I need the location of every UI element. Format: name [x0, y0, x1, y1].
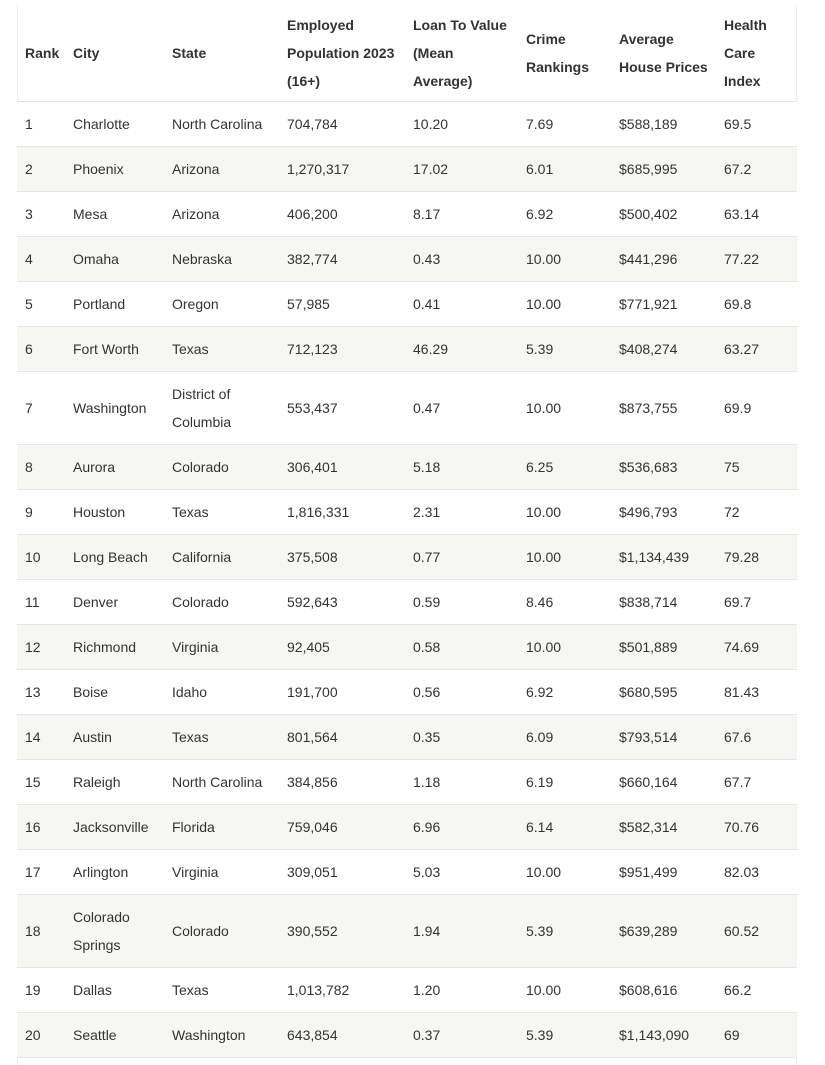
state-cell: Florida: [164, 805, 279, 850]
health-care-index-cell: 72: [716, 490, 797, 535]
city-ranking-table: [17, 5, 797, 1058]
rank-cell: 3: [17, 192, 65, 237]
state-cell: Colorado: [164, 895, 279, 968]
loan-to-value-cell: 0.35: [405, 715, 518, 760]
employed-population-cell: 801,564: [279, 715, 405, 760]
health-care-index-cell: 74.69: [716, 625, 797, 670]
loan-to-value-cell: 46.29: [405, 327, 518, 372]
header-employed-population: Employed Population 2023 (16+): [279, 5, 405, 102]
house-price-cell: $685,995: [611, 147, 716, 192]
rank-cell: 14: [17, 715, 65, 760]
crime-ranking-cell: 10.00: [518, 490, 611, 535]
house-price-cell: $501,889: [611, 625, 716, 670]
house-price-cell: $793,514: [611, 715, 716, 760]
header-rank: Rank: [17, 5, 65, 102]
employed-population-cell: 57,985: [279, 282, 405, 327]
employed-population-cell: 390,552: [279, 895, 405, 968]
state-cell: Oregon: [164, 282, 279, 327]
city-cell: Arlington: [65, 850, 164, 895]
rank-cell: 1: [17, 102, 65, 147]
employed-population-cell: 592,643: [279, 580, 405, 625]
state-cell: Idaho: [164, 670, 279, 715]
rank-cell: 7: [17, 372, 65, 445]
crime-ranking-cell: 6.01: [518, 147, 611, 192]
header-city: City: [65, 5, 164, 102]
employed-population-cell: 191,700: [279, 670, 405, 715]
table-row: [17, 625, 797, 670]
state-cell: North Carolina: [164, 102, 279, 147]
house-price-cell: $408,274: [611, 327, 716, 372]
crime-ranking-cell: 5.39: [518, 895, 611, 968]
house-price-cell: $873,755: [611, 372, 716, 445]
health-care-index-cell: 66.2: [716, 968, 797, 1013]
rank-cell: 15: [17, 760, 65, 805]
health-care-index-cell: 67.6: [716, 715, 797, 760]
loan-to-value-cell: 1.94: [405, 895, 518, 968]
city-cell: Phoenix: [65, 147, 164, 192]
state-cell: Virginia: [164, 625, 279, 670]
crime-ranking-cell: 10.00: [518, 850, 611, 895]
rank-cell: 4: [17, 237, 65, 282]
crime-ranking-cell: 5.39: [518, 1013, 611, 1058]
city-cell: Fort Worth: [65, 327, 164, 372]
loan-to-value-cell: 0.47: [405, 372, 518, 445]
loan-to-value-cell: 1.20: [405, 968, 518, 1013]
health-care-index-cell: 63.14: [716, 192, 797, 237]
house-price-cell: $1,134,439: [611, 535, 716, 580]
crime-ranking-cell: 6.14: [518, 805, 611, 850]
loan-to-value-cell: 0.41: [405, 282, 518, 327]
loan-to-value-cell: 1.18: [405, 760, 518, 805]
header-health-care-index: Health Care Index: [716, 5, 797, 102]
loan-to-value-cell: 0.59: [405, 580, 518, 625]
rank-cell: 8: [17, 445, 65, 490]
loan-to-value-cell: 6.96: [405, 805, 518, 850]
employed-population-cell: 375,508: [279, 535, 405, 580]
house-price-cell: $496,793: [611, 490, 716, 535]
crime-ranking-cell: 6.09: [518, 715, 611, 760]
health-care-index-cell: 69: [716, 1013, 797, 1058]
table-row: [17, 850, 797, 895]
house-price-cell: $536,683: [611, 445, 716, 490]
house-price-cell: $1,143,090: [611, 1013, 716, 1058]
house-price-cell: $582,314: [611, 805, 716, 850]
city-cell: Charlotte: [65, 102, 164, 147]
table-row: [17, 895, 797, 968]
table-header-row: [17, 5, 797, 102]
rank-cell: 6: [17, 327, 65, 372]
rank-cell: 12: [17, 625, 65, 670]
house-price-cell: $680,595: [611, 670, 716, 715]
loan-to-value-cell: 0.58: [405, 625, 518, 670]
table-row: [17, 580, 797, 625]
state-cell: Texas: [164, 968, 279, 1013]
health-care-index-cell: 67.2: [716, 147, 797, 192]
table-container: [17, 5, 797, 1058]
city-cell: Washington: [65, 372, 164, 445]
loan-to-value-cell: 17.02: [405, 147, 518, 192]
rank-cell: 18: [17, 895, 65, 968]
loan-to-value-cell: 0.56: [405, 670, 518, 715]
employed-population-cell: 553,437: [279, 372, 405, 445]
house-price-cell: $441,296: [611, 237, 716, 282]
house-price-cell: $771,921: [611, 282, 716, 327]
health-care-index-cell: 69.7: [716, 580, 797, 625]
house-price-cell: $951,499: [611, 850, 716, 895]
crime-ranking-cell: 10.00: [518, 535, 611, 580]
house-price-cell: $588,189: [611, 102, 716, 147]
employed-population-cell: 92,405: [279, 625, 405, 670]
city-cell: Jacksonville: [65, 805, 164, 850]
table-row: [17, 372, 797, 445]
crime-ranking-cell: 10.00: [518, 372, 611, 445]
table-row: [17, 1013, 797, 1058]
employed-population-cell: 704,784: [279, 102, 405, 147]
loan-to-value-cell: 10.20: [405, 102, 518, 147]
table-row: [17, 327, 797, 372]
health-care-index-cell: 63.27: [716, 327, 797, 372]
header-average-house-prices: Average House Prices: [611, 5, 716, 102]
employed-population-cell: 406,200: [279, 192, 405, 237]
crime-ranking-cell: 10.00: [518, 282, 611, 327]
city-cell: Richmond: [65, 625, 164, 670]
table-row: [17, 102, 797, 147]
crime-ranking-cell: 6.19: [518, 760, 611, 805]
crime-ranking-cell: 10.00: [518, 968, 611, 1013]
employed-population-cell: 1,816,331: [279, 490, 405, 535]
health-care-index-cell: 70.76: [716, 805, 797, 850]
city-cell: Omaha: [65, 237, 164, 282]
loan-to-value-cell: 5.18: [405, 445, 518, 490]
table-row: [17, 760, 797, 805]
health-care-index-cell: 75: [716, 445, 797, 490]
health-care-index-cell: 69.8: [716, 282, 797, 327]
table-row: [17, 192, 797, 237]
city-cell: Denver: [65, 580, 164, 625]
health-care-index-cell: 69.9: [716, 372, 797, 445]
state-cell: Texas: [164, 715, 279, 760]
city-cell: Dallas: [65, 968, 164, 1013]
employed-population-cell: 309,051: [279, 850, 405, 895]
employed-population-cell: 643,854: [279, 1013, 405, 1058]
rank-cell: 16: [17, 805, 65, 850]
loan-to-value-cell: 8.17: [405, 192, 518, 237]
rank-cell: 5: [17, 282, 65, 327]
loan-to-value-cell: 2.31: [405, 490, 518, 535]
header-crime-rankings: Crime Rankings: [518, 5, 611, 102]
city-cell: Long Beach: [65, 535, 164, 580]
house-price-cell: $838,714: [611, 580, 716, 625]
health-care-index-cell: 79.28: [716, 535, 797, 580]
table-row: [17, 147, 797, 192]
header-loan-to-value: Loan To Value (Mean Average): [405, 5, 518, 102]
crime-ranking-cell: 8.46: [518, 580, 611, 625]
table-row: [17, 237, 797, 282]
table-row: [17, 282, 797, 327]
table-row: [17, 968, 797, 1013]
state-cell: Virginia: [164, 850, 279, 895]
rank-cell: 2: [17, 147, 65, 192]
crime-ranking-cell: 6.25: [518, 445, 611, 490]
rank-cell: 10: [17, 535, 65, 580]
state-cell: District of Columbia: [164, 372, 279, 445]
table-row: [17, 670, 797, 715]
house-price-cell: $660,164: [611, 760, 716, 805]
table-row: [17, 805, 797, 850]
city-cell: Colorado Springs: [65, 895, 164, 968]
rank-cell: 13: [17, 670, 65, 715]
city-cell: Seattle: [65, 1013, 164, 1058]
crime-ranking-cell: 7.69: [518, 102, 611, 147]
loan-to-value-cell: 5.03: [405, 850, 518, 895]
rank-cell: 17: [17, 850, 65, 895]
crime-ranking-cell: 6.92: [518, 192, 611, 237]
health-care-index-cell: 69.5: [716, 102, 797, 147]
table-row: [17, 445, 797, 490]
state-cell: North Carolina: [164, 760, 279, 805]
state-cell: Texas: [164, 327, 279, 372]
city-cell: Portland: [65, 282, 164, 327]
employed-population-cell: 759,046: [279, 805, 405, 850]
state-cell: Arizona: [164, 147, 279, 192]
state-cell: Washington: [164, 1013, 279, 1058]
header-state: State: [164, 5, 279, 102]
state-cell: Nebraska: [164, 237, 279, 282]
employed-population-cell: 1,270,317: [279, 147, 405, 192]
health-care-index-cell: 77.22: [716, 237, 797, 282]
loan-to-value-cell: 0.77: [405, 535, 518, 580]
table-row: [17, 715, 797, 760]
state-cell: California: [164, 535, 279, 580]
employed-population-cell: 384,856: [279, 760, 405, 805]
house-price-cell: $608,616: [611, 968, 716, 1013]
city-cell: Aurora: [65, 445, 164, 490]
city-cell: Houston: [65, 490, 164, 535]
health-care-index-cell: 67.7: [716, 760, 797, 805]
state-cell: Texas: [164, 490, 279, 535]
city-cell: Mesa: [65, 192, 164, 237]
employed-population-cell: 382,774: [279, 237, 405, 282]
city-cell: Raleigh: [65, 760, 164, 805]
house-price-cell: $639,289: [611, 895, 716, 968]
table-row: [17, 535, 797, 580]
table-body: [17, 102, 797, 1058]
state-cell: Colorado: [164, 445, 279, 490]
city-cell: Austin: [65, 715, 164, 760]
rank-cell: 20: [17, 1013, 65, 1058]
loan-to-value-cell: 0.43: [405, 237, 518, 282]
state-cell: Colorado: [164, 580, 279, 625]
crime-ranking-cell: 5.39: [518, 327, 611, 372]
rank-cell: 9: [17, 490, 65, 535]
crime-ranking-cell: 10.00: [518, 625, 611, 670]
health-care-index-cell: 82.03: [716, 850, 797, 895]
employed-population-cell: 306,401: [279, 445, 405, 490]
crime-ranking-cell: 10.00: [518, 237, 611, 282]
rank-cell: 19: [17, 968, 65, 1013]
city-cell: Boise: [65, 670, 164, 715]
state-cell: Arizona: [164, 192, 279, 237]
table-row: [17, 490, 797, 535]
loan-to-value-cell: 0.37: [405, 1013, 518, 1058]
health-care-index-cell: 81.43: [716, 670, 797, 715]
rank-cell: 11: [17, 580, 65, 625]
house-price-cell: $500,402: [611, 192, 716, 237]
health-care-index-cell: 60.52: [716, 895, 797, 968]
employed-population-cell: 1,013,782: [279, 968, 405, 1013]
employed-population-cell: 712,123: [279, 327, 405, 372]
crime-ranking-cell: 6.92: [518, 670, 611, 715]
